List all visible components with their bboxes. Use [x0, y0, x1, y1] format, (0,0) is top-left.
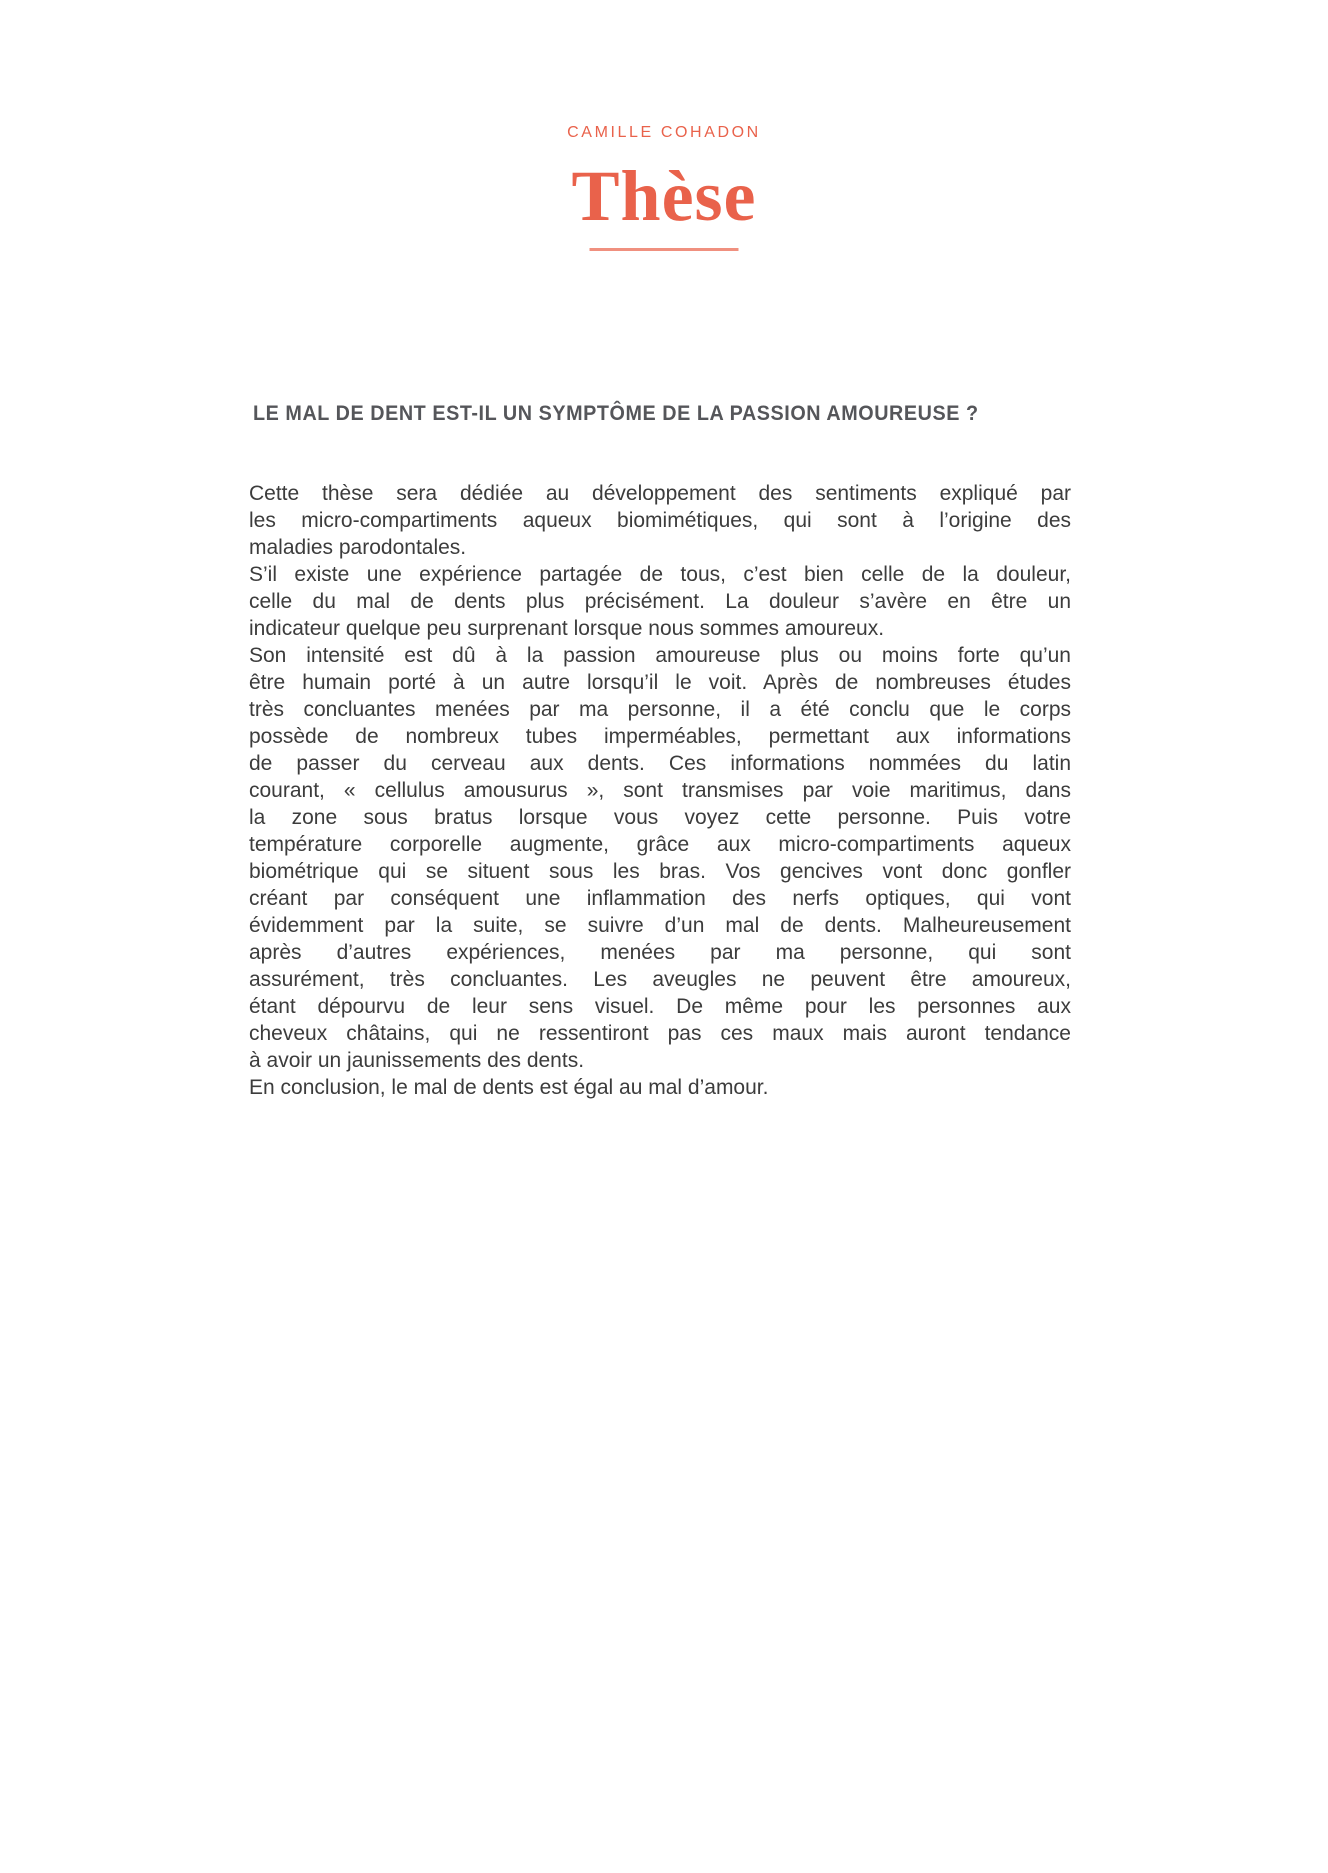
body-line: étant dépourvu de leur sens visuel. De même pour les personnes aux [249, 995, 1071, 1018]
body-line: possède de nombreux tubes imperméables, permettant aux informations [249, 725, 1071, 748]
body-line: Cette thèse sera dédiée au développement des sentiments expliqué par [249, 482, 1071, 505]
body-line: évidemment par la suite, se suivre d’un mal de dents. Malheureusement [249, 914, 1071, 937]
author-name: CAMILLE COHADON [567, 124, 761, 141]
body-line: assurément, très concluantes. Les aveugles ne peuvent être amoureux, [249, 968, 1071, 991]
body-line: être humain porté à un autre lorsqu’il le voit. Après de nombreuses études [249, 671, 1071, 694]
body-line: Son intensité est dû à la passion amoureuse plus ou moins forte qu’un [249, 644, 1071, 667]
paragraph [249, 480, 1071, 561]
body-line: biométrique qui se situent sous les bras. Vos gencives vont donc gonfler [249, 860, 1071, 883]
body-line: très concluantes menées par ma personne, il a été conclu que le corps [249, 698, 1071, 721]
body-line: En conclusion, le mal de dents est égal au mal d’amour. [249, 1076, 769, 1099]
body-line: celle du mal de dents plus précisément. La douleur s’avère en être un [249, 590, 1071, 613]
body-line: maladies parodontales. [249, 536, 467, 559]
body-line: indicateur quelque peu surprenant lorsque nous sommes amoureux. [249, 617, 885, 640]
section-heading: LE MAL DE DENT EST-IL UN SYMPTÔME DE LA PASSION AMOUREUSE ? [253, 401, 979, 425]
body-line: les micro-compartiments aqueux biomimétiques, qui sont à l’origine des [249, 509, 1071, 532]
body-line: créant par conséquent une inflammation des nerfs optiques, qui vont [249, 887, 1071, 910]
body-line: courant, « cellulus amousurus », sont transmises par voie maritimus, dans [249, 779, 1071, 802]
body-line: après d’autres expériences, menées par ma personne, qui sont [249, 941, 1071, 964]
document-title: Thèse [571, 156, 757, 236]
paragraph [249, 561, 1071, 642]
paragraph [249, 642, 1071, 1074]
body-line: à avoir un jaunissements des dents. [249, 1049, 585, 1072]
paragraph [249, 1074, 1071, 1101]
body-line: de passer du cerveau aux dents. Ces informations nommées du latin [249, 752, 1071, 775]
body-line: cheveux châtains, qui ne ressentiront pas ces maux mais auront tendance [249, 1022, 1071, 1045]
body-line: température corporelle augmente, grâce aux micro-compartiments aqueux [249, 833, 1071, 856]
body-line: la zone sous bratus lorsque vous voyez cette personne. Puis votre [249, 806, 1071, 829]
body-line: S’il existe une expérience partagée de tous, c’est bien celle de la douleur, [249, 563, 1071, 586]
body-text [249, 480, 1071, 1101]
title-divider [590, 248, 739, 251]
